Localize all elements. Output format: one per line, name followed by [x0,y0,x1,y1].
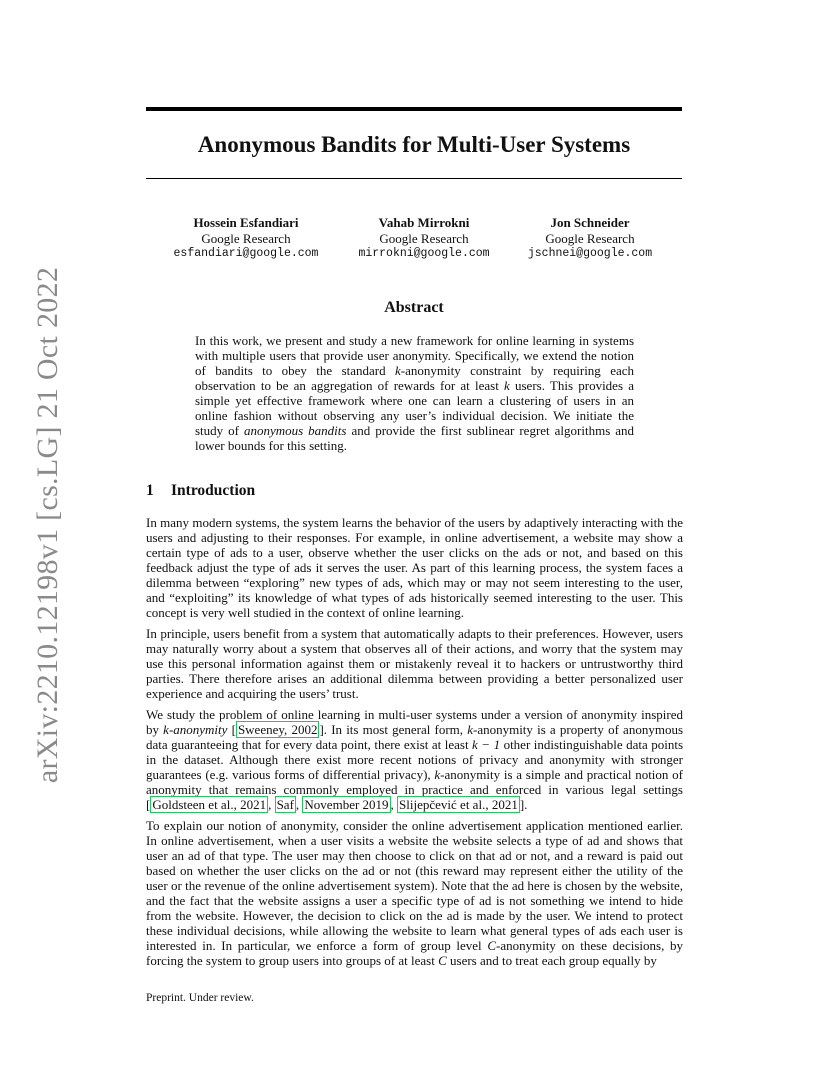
author-block [146,215,682,265]
section-number: 1 [146,482,154,499]
math-c: C [438,953,447,968]
author-2 [349,215,499,262]
text-run: , [390,797,398,812]
paragraph-1: In many modern systems, the system learns the behavior of the users by adaptively interacting with the users and adjusting to their responses. For example, in online advertisement, a website may show a certain type of ads to a user, observe whether the user clicks on the ads or not, and based on this feedback adjust the type of ads it serves the user. As part of this learning process, the system faces a dilemma between “exploring” new types of ads, which may or may not seem interesting to the user, and “exploiting” its knowledge of what types of ads historically seemed interesting to the user. This concept is very well studied in the context of online learning. [146,515,683,620]
citation-link[interactable]: Slijepčević et al., 2021 [399,797,518,812]
citation-link[interactable]: Goldsteen et al., 2021 [152,797,267,812]
author-affiliation: Google Research [545,230,635,246]
citation-link[interactable]: November 2019 [304,797,389,812]
math-k: k [434,767,441,782]
abstract-emphasis: anonymous bandits [243,423,347,438]
paragraph-2: In principle, users benefit from a system that automatically adapts to their preferences. However, users may naturally worry about a system that observes all of their actions, and worry that the system may use this personal information against them or mistakenly reveal it to hackers or untrustworthy third parties. There therefore arises an additional dilemma between providing a better personalized user experience and acquiring the users’ trust. [146,626,683,701]
text-run: -anonymity on these decisions, by forcing the system to group users into groups of at least [146,938,683,968]
body-text [146,515,683,974]
text-run: -anonymity is a property of anonymous data guaranteeing that for every data point, there exist at least [146,722,684,752]
author-name: Vahab Mirrokni [378,215,470,230]
author-3 [515,215,665,262]
abstract-text [195,333,634,453]
footer-note: Preprint. Under review. [146,992,254,1004]
text-run: , [268,797,275,812]
text-run: We study the problem of online learning in multi-user systems under a version of anonymity inspired by [146,707,683,737]
text-run: other indistinguishable data points in the dataset. Although there exist more recent notions of privacy and anonymity with stronger guarantees (e.g. various forms of differential privacy), [146,737,684,782]
citation-link[interactable]: Sweeney, 2002 [237,722,318,737]
author-email: jschnei@google.com [527,247,653,260]
math-k: k [504,378,510,393]
author-email: mirrokni@google.com [358,247,490,260]
math-c: C [487,938,496,953]
author-1 [171,215,321,262]
math-expression: k − 1 [472,737,501,752]
abstract-text-part: and provide the first sublinear regret algorithms and lower bounds for this setting. [195,423,635,453]
text-run: To explain our notion of anonymity, consider the online advertisement application mentioned earlier. In online advertisement, when a user visits a website the website selects a type of ad and shows that user an ad of that type. The user may then choose to click on that ad or not, and a reward is paid out based on whether the user clicks on the ad or not (this reward may represent either the utility of the user or the revenue of the online advertisement system). Note that the ad here is chosen by the website, and the fact that the website assigns a user a specific type of ad is not something we intend to hide from the website. However, the decision to click on the ad is made by the user. We intend to protect these individual decisions, while allowing the website to learn what general types of ads each user is interested in. In particular, we enforce a form of group level [146,818,683,953]
author-name: Jon Schneider [550,215,630,230]
abstract-text-part: -anonymity constraint by requiring each observation to be an aggregation of rewards for at least [195,363,635,393]
math-k: k [395,363,401,378]
text-run: ]. [519,797,528,812]
text-run: [ [227,722,236,737]
math-k: k [467,722,473,737]
term-k-anonymity: k-anonymity [163,722,228,737]
text-run: ]. In its most general form, [319,722,468,737]
abstract-text-part: In this work, we present and study a new framework for online learning in systems with multiple users that provide user anonymity. Specifically, we extend the notion of bandits to obey the standard [195,333,634,378]
abstract-heading: Abstract [384,299,444,316]
arxiv-identifier-stamp: arXiv:2210.12198v1 [cs.LG] 21 Oct 2022 [31,266,64,784]
author-affiliation: Google Research [379,230,469,246]
text-run: users and to treat each group equally by [446,953,657,968]
section-title: Introduction [171,482,256,499]
text-run: , [295,797,303,812]
author-email: esfandiari@google.com [173,247,319,260]
paper-title: Anonymous Bandits for Multi-User Systems [197,132,631,157]
abstract-text-part: users. This provides a simple yet effective framework where one can learn a clustering of users in an online fashion without observing any user’s individual decision. We initiate the study of [195,378,634,438]
author-affiliation: Google Research [201,230,291,246]
section-heading-introduction [146,481,255,501]
paragraph-4 [146,818,683,968]
title-bottom-rule [146,178,682,179]
citation-link[interactable]: Saf [276,797,294,812]
paragraph-3 [146,707,683,812]
title-top-rule [146,107,682,111]
text-run: -anonymity is a simple and practical notion of anonymity that remains commonly employed in practice and enforced in various legal settings [ [146,767,683,812]
author-name: Hossein Esfandiari [193,215,299,230]
